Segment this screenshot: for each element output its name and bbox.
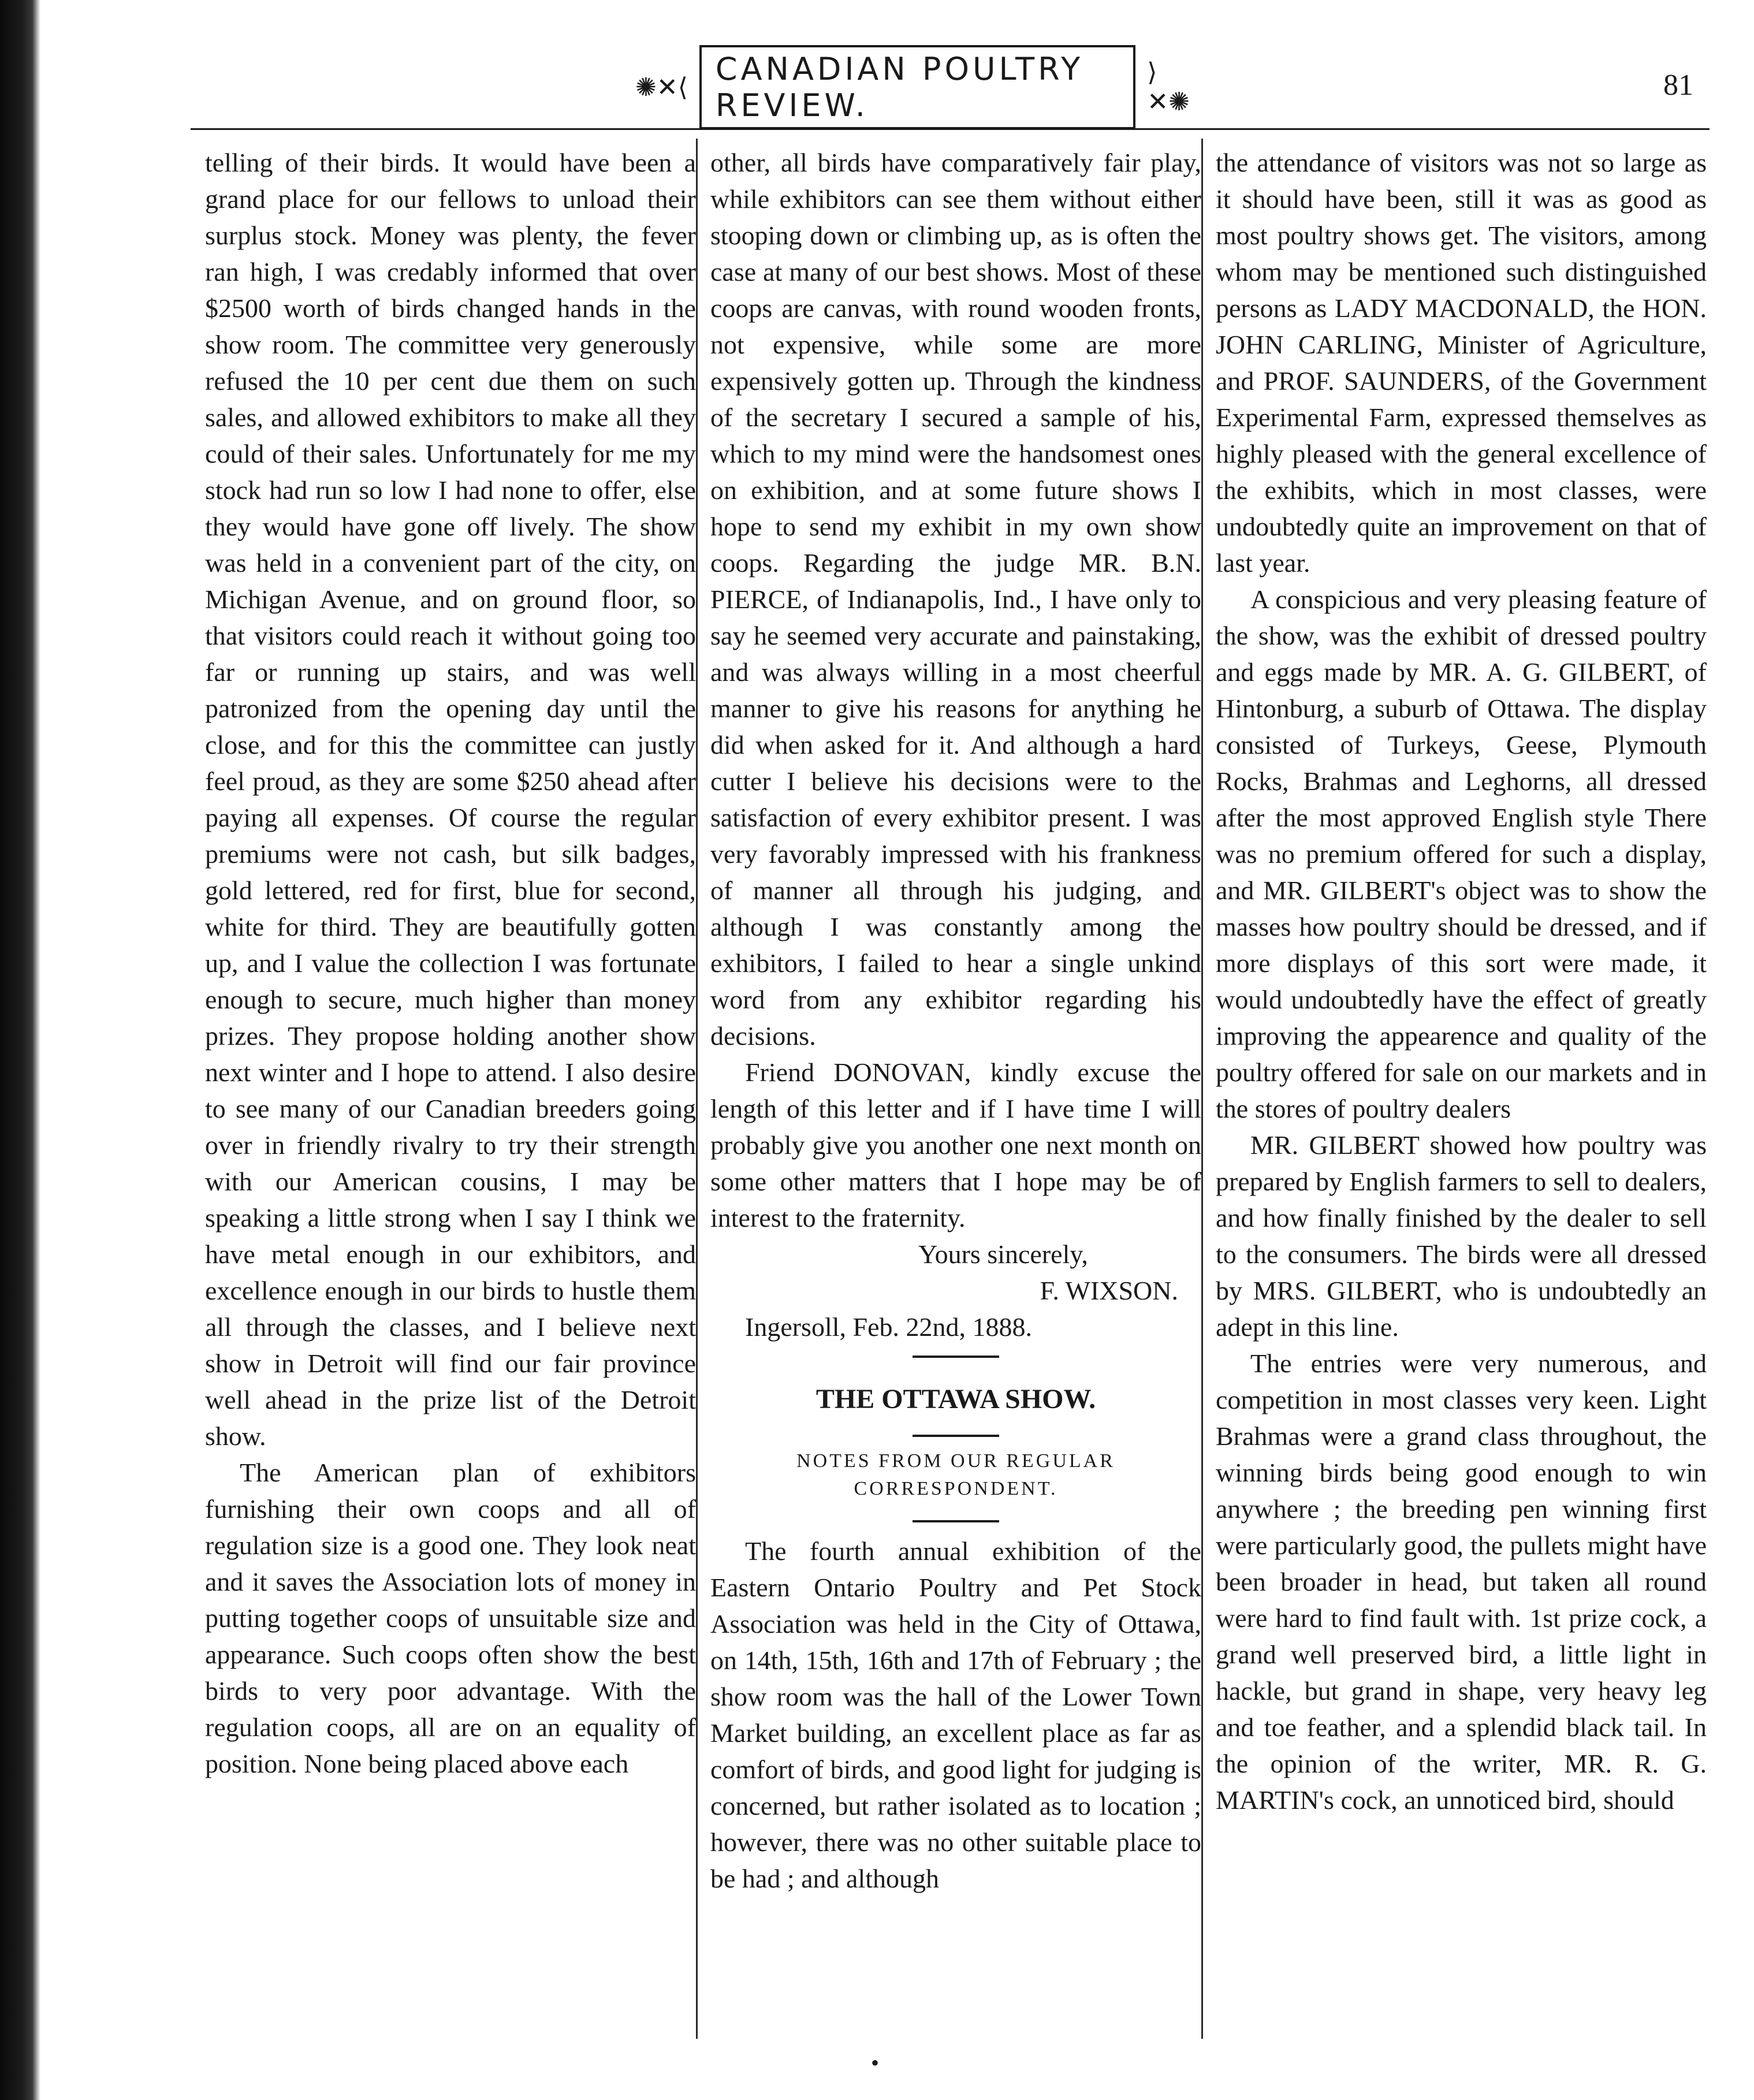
column-2 (710, 144, 1201, 1897)
article-heading: THE OTTAWA SHOW. (815, 1384, 1096, 1414)
page-number: 81 (1663, 69, 1693, 102)
column-divider-2 (1201, 139, 1203, 2039)
column-divider-1 (696, 139, 698, 2039)
column-1 (205, 144, 696, 1782)
col3-paragraph-4: The entries were very numerous, and competition in most classes very keen. Light Brahmas were a grand class throughout, the winning birds being good enough to win anywhere ; the breeding pen winning first were particularly good, the pullets might have been broader in head, but taken all round were hard to find fault with. 1st prize cock, a grand well preserved bird, a little light in hackle, but grand in shape, very heavy leg and toe feather, and a splendid black tail. In the opinion of the writer, MR. R. G. MARTIN's cock, an unnoticed bird, should (1216, 1349, 1707, 1815)
masthead (624, 51, 1201, 124)
column-3 (1216, 144, 1707, 1818)
article-subheading: NOTES FROM OUR REGULAR CORRESPONDENT. (796, 1450, 1115, 1499)
section-rule (913, 1356, 999, 1358)
col2-paragraph-2: Friend DONOVAN, kindly excuse the length of this letter and if I have time I will probably give you another one next month on some other matters that I hope may be of interest to the fraternity. (710, 1058, 1201, 1233)
masthead-ornament-left: ✺✕⟨ (635, 73, 688, 102)
subheading-rule (913, 1520, 999, 1522)
col2-paragraph-1: other, all birds have comparatively fair play, while exhibitors can see them without either stooping down or climbing up, as is often the case at many of our best shows. Most of these coops are canvas, with round wooden fronts, not expensive, while some are more expensively gotten up. Through the kindness of the secretary I secured a sample of his, which to my mind were the handsomest ones on exhibition, and at some future shows I hope to send my exhibit in my own show coops. Regarding the judge MR. B.N. PIERCE, of Indianapolis, Ind., I have only to say he seemed very accurate and painstaking, and was always willing in a most cheerful manner to give his reasons for anything he did when asked for it. And although a hard cutter I believe his decisions were to the satisfaction of every exhibitor present. I was very favorably impressed with his frankness of manner all through his judging, and although I was constantly among the exhibitors, I failed to hear a single unkind word from any exhibitor regarding his decisions. (710, 148, 1201, 1051)
masthead-title: CANADIAN POULTRY REVIEW. (699, 45, 1135, 129)
letter-signature: F. WIXSON. (1040, 1276, 1178, 1305)
col1-paragraph-2: The American plan of exhibitors furnishing their own coops and all of regulation size is a good one. They look neat and it saves the Association lots of money in putting together coops of unsuitable size and appearance. Such coops often show the best birds to very poor advantage. With the regulation coops, all are on an equality of position. None being placed above each (205, 1458, 696, 1778)
heading-rule (913, 1435, 999, 1437)
col3-paragraph-3: MR. GILBERT showed how poultry was prepared by English farmers to sell to dealers, and how finally finished by the dealer to sell to the consumers. The birds were all dressed by MRS. GILBERT, who is undoubtedly an adept in this line. (1216, 1130, 1707, 1342)
footer-dot: • (871, 2050, 880, 2076)
col2-paragraph-3: The fourth annual exhibition of the Eastern Ontario Poultry and Pet Stock Association was held in the City of Ottawa, on 14th, 15th, 16th and 17th of February ; the show room was the hall of the Lower Town Market building, an excellent place as far as comfort of birds, and good light for judging is concerned, but rather isolated as to location ; however, there was no other suitable place to be had ; and although (710, 1536, 1201, 1893)
letter-closing: Yours sincerely, (918, 1239, 1088, 1269)
col1-paragraph-1: telling of their birds. It would have been a grand place for our fellows to unload their surplus stock. Money was plenty, the fever ran high, I was credably informed that over $2500 worth of birds changed hands in the show room. The committee very generously refused the 10 per cent due them on such sales, and allowed exhibitors to make all they could of their sales. Unfortunately for me my stock had run so low I had none to offer, else they would have gone off lively. The show was held in a convenient part of the city, on Michigan Avenue, and on ground floor, so that visitors could reach it without going too far or running up stairs, and was well patronized from the opening day until the close, and for this the committee can justly feel proud, as they are some $250 ahead after paying all expenses. Of course the regular premiums were not cash, but silk badges, gold lettered, red for first, blue for second, white for third. They are beautifully gotten up, and I value the collection I was fortunate enough to secure, much higher than money prizes. They propose holding another show next winter and I hope to attend. I also desire to see many of our Canadian breeders going over in friendly rivalry to try their strength with our American cousins, I may be speaking a little strong when I say I think we have metal enough in our exhibitors, and excellence enough in our birds to hustle them all through the classes, and I believe next show in Detroit will find our fair province well ahead in the prize list of the Detroit show. (205, 148, 696, 1451)
letter-dateline: Ingersoll, Feb. 22nd, 1888. (745, 1312, 1033, 1342)
scan-edge-shadow (0, 0, 40, 2100)
col3-paragraph-1: the attendance of visitors was not so large as it should have been, still it was as good as most poultry shows get. The visitors, among whom may be mentioned such distinguished persons as LADY MACDONALD, the HON. JOHN CARLING, Minister of Agriculture, and PROF. SAUNDERS, of the Government Experimental Farm, expressed themselves as highly pleased with the general excellence of the exhibits, which in most classes, were undoubtedly quite an improvement on that of last year. (1216, 148, 1707, 578)
header-rule (191, 128, 1710, 130)
masthead-ornament-right: ⟩✕✺ (1147, 58, 1190, 116)
col3-paragraph-2: A conspicious and very pleasing feature of the show, was the exhibit of dressed poultry and eggs made by MR. A. G. GILBERT, of Hintonburg, a suburb of Ottawa. The display consisted of Turkeys, Geese, Plymouth Rocks, Brahmas and Leghorns, all dressed after the most approved English style There was no premium offered for such a display, and MR. GILBERT's object was to show the masses how poultry should be dressed, and if more displays of this sort were made, it would undoubtedly have the effect of greatly improving the appearence and quality of the poultry offered for sale on our markets and in the stores of poultry dealers (1216, 584, 1707, 1123)
